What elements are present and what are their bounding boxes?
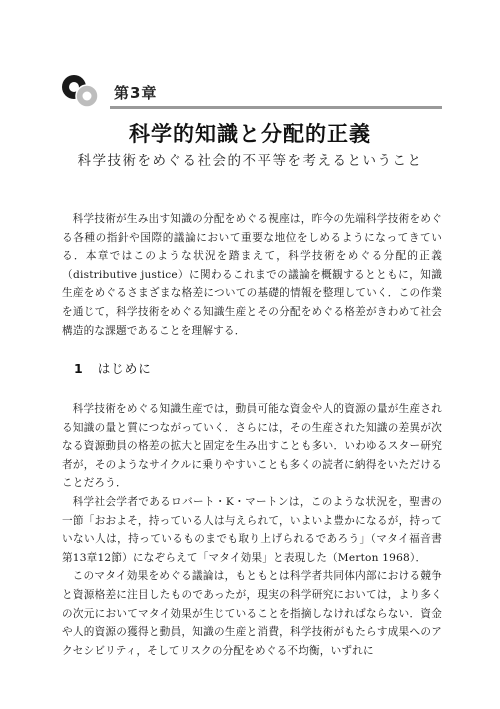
body-paragraph-1: 科学技術をめぐる知識生産では，動員可能な資金や人的資源の量が生産される知識の量と質につながっていく．さらには，その生産された知識の差異が次なる資源動員の格差の拡大と固定を生み出すことも多い．いわゆるスター研究者が，そのようなサイクルに乗りやすいことも多くの読者に納得をいただけることだろう． bbox=[62, 403, 442, 490]
section-heading bbox=[74, 359, 152, 377]
chapter-header bbox=[60, 72, 440, 116]
section-title: はじめに bbox=[97, 361, 152, 376]
chapter-subtitle: 科学技術をめぐる社会的不平等を考えるということ bbox=[77, 153, 423, 169]
abstract-paragraph: 科学技術が生み出す知識の分配をめぐる視座は，昨今の先端科学技術をめぐる各種の指針や国際的議論において重要な地位をしめるようになってきている．本章ではこのような状況を踏まえて，科学技術をめぐる分配的正義（distributive justice）に関わるこれまでの議論を概観するとともに，知識生産をめぐるさまざまな格差についての基礎的情報を整理していく．この作業を通じて，科学技術をめぐる知識生産とその分配をめぐる格差がきわめて社会構造的な課題であることを理解する． bbox=[62, 213, 442, 337]
section-number: 1 bbox=[74, 361, 84, 376]
chapter-abstract bbox=[62, 210, 442, 340]
chapter-title: 科学的知識と分配的正義 bbox=[129, 122, 371, 146]
body-text bbox=[62, 400, 442, 660]
body-paragraph-2: 科学社会学者であるロバート・K・マートンは，このような状況を，聖書の一節「おおよそ，持っている人は与えられて，いよいよ豊かになるが，持っていない人は，持っているものまでも取り上げられるであろう」（マタイ福音書第13章12節）になぞらえて「マタイ効果」と表現した（Merton 1968）． bbox=[62, 495, 442, 564]
chapter-number: 第3章 bbox=[114, 84, 158, 102]
chapter-circles-icon bbox=[60, 72, 108, 110]
body-paragraph-3: このマタイ効果をめぐる議論は，もともとは科学者共同体内部における競争と資源格差に注目したものであったが，現実の科学研究においては，より多くの次元においてマタイ効果が生じていることを指摘しなければならない．資金や人的資源の獲得と動員，知識の生産と消費，科学技術がもたらす成果へのアクセシビリティ，そしてリスクの分配をめぐる不均衡，いずれに bbox=[62, 570, 442, 657]
chapter-divider bbox=[110, 106, 442, 109]
